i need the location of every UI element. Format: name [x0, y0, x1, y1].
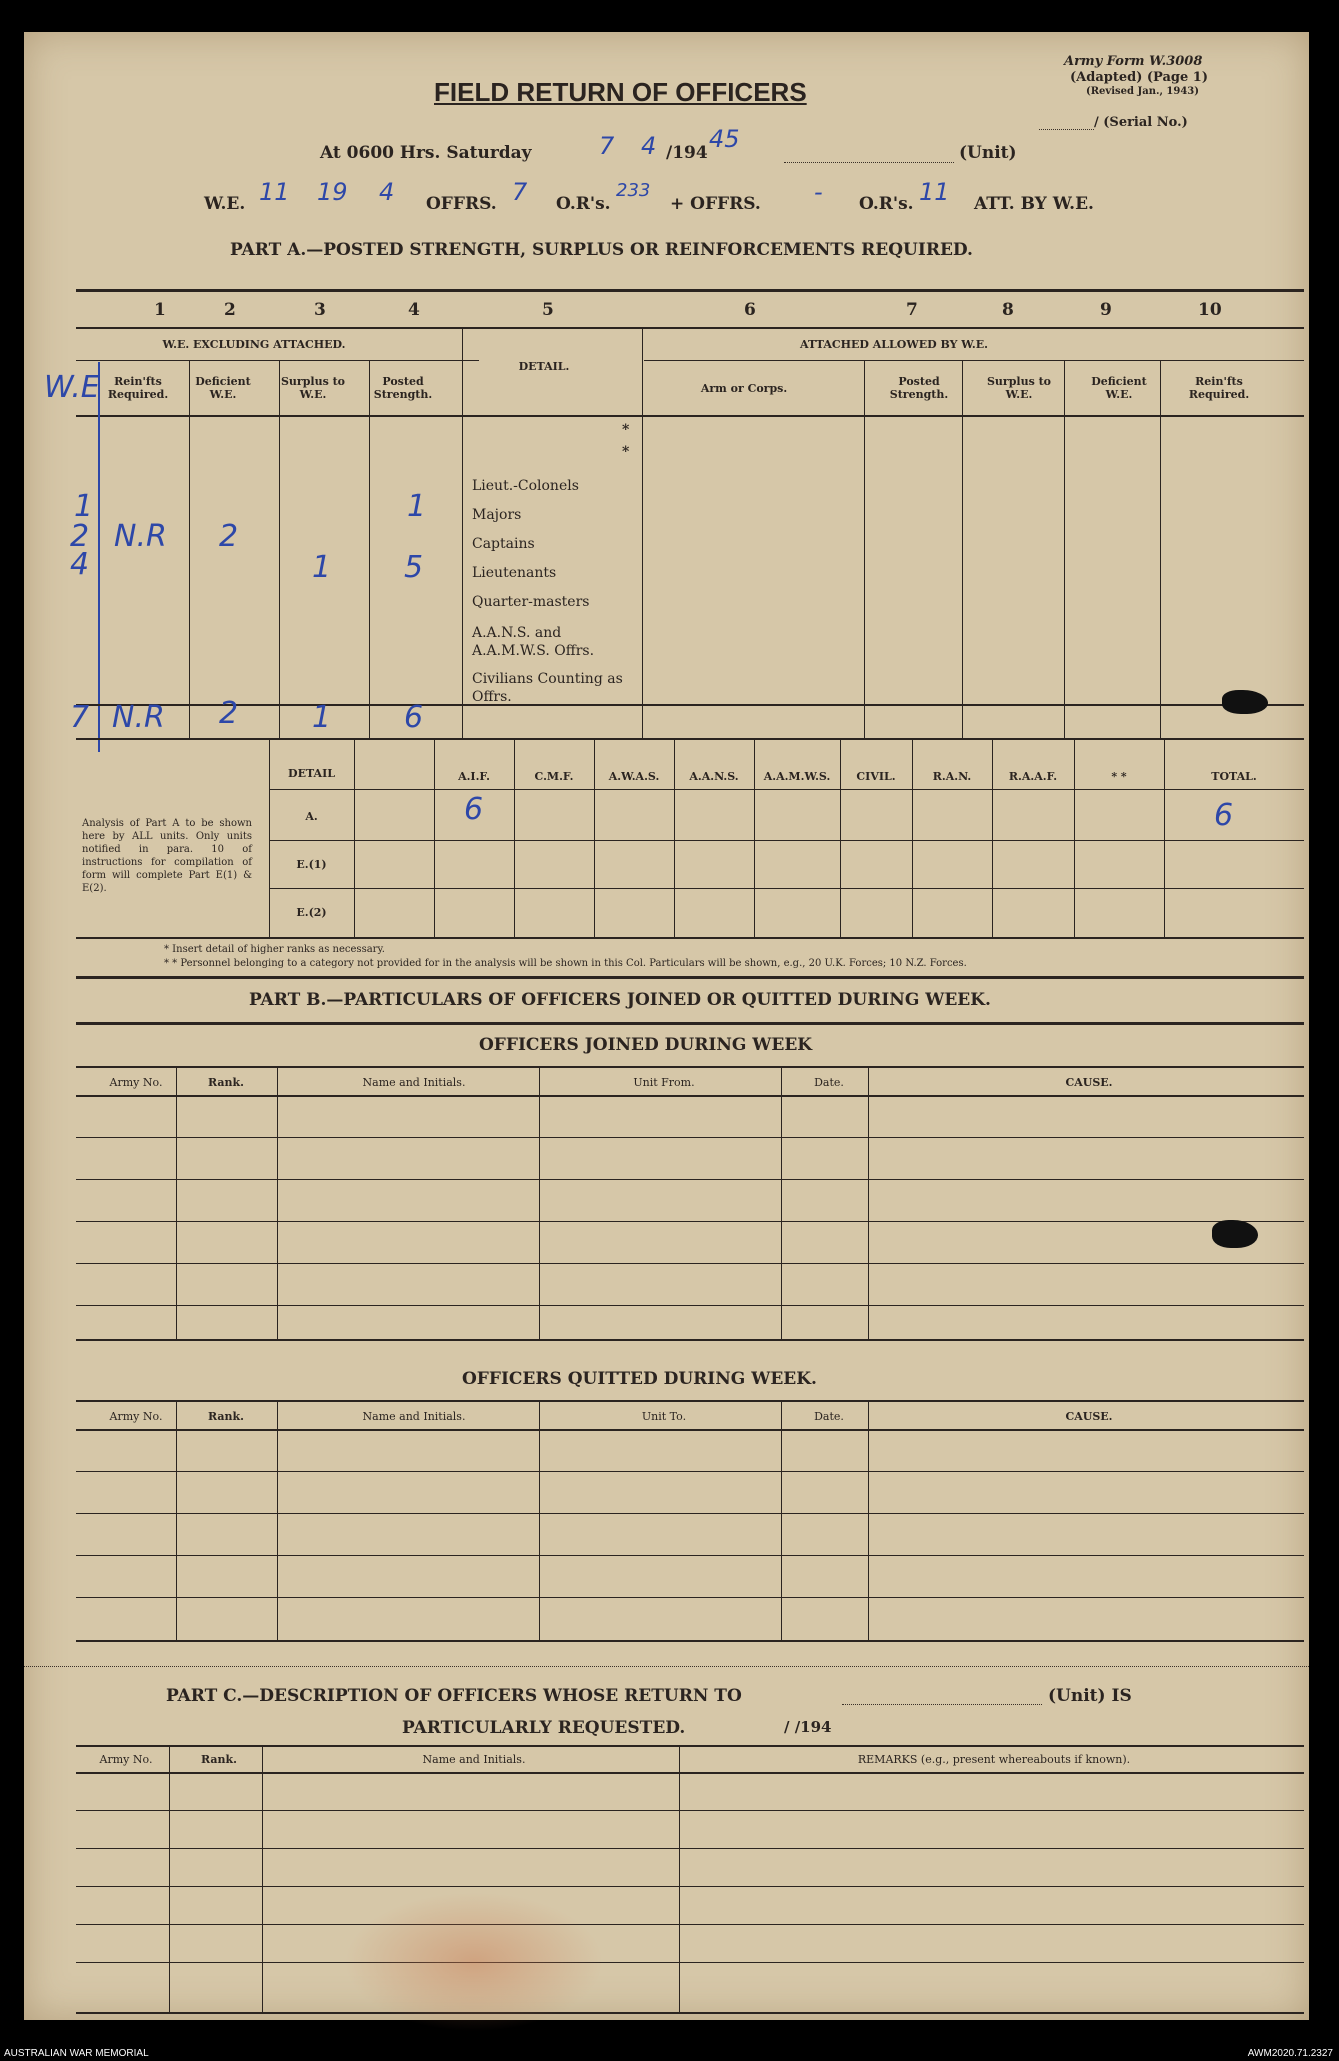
form-sheet [24, 32, 1309, 2020]
attached-posted-header: Posted Strength. [889, 375, 949, 401]
hand-total-reinfts: N.R [112, 700, 165, 735]
footer-accession: AWM2020.71.2327 [1247, 2048, 1333, 2059]
quitted-header-cause: CAUSE. [1065, 1410, 1113, 1423]
col-number-8: 8 [1002, 300, 1014, 320]
part-c-header-army-no: Army No. [99, 1753, 153, 1766]
deficient-we-header: Deficient W.E. [195, 375, 251, 401]
form-title: FIELD RETURN OF OFFICERS [434, 77, 807, 107]
joined-title: OFFICERS JOINED DURING WEEK [479, 1035, 813, 1055]
revised-label: (Revised Jan., 1943) [1086, 86, 1199, 97]
we-label: W.E. [204, 194, 246, 214]
analysis-row-e2: E.(2) [296, 906, 327, 919]
col-number-2: 2 [224, 300, 236, 320]
year-handwritten: 45 [709, 125, 740, 153]
paper-hole [1222, 690, 1268, 714]
surplus-we-header: Surplus to W.E. [280, 375, 346, 401]
footnote-higher-ranks: * Insert detail of higher ranks as necessary. [164, 944, 385, 955]
hand-we-marker: W.E [44, 370, 100, 405]
plus-offrs-label: + OFFRS. [670, 194, 761, 214]
footer-credit: AUSTRALIAN WAR MEMORIAL [4, 2048, 149, 2059]
rank-lieut-colonels: Lieut.-Colonels [472, 478, 579, 494]
col-number-3: 3 [314, 300, 326, 320]
analysis-row-a: A. [305, 810, 318, 823]
star-marker-1: * [622, 422, 630, 438]
plus-offrs-handwritten: - [814, 178, 823, 206]
col-number-6: 6 [744, 300, 756, 320]
attached-deficient-header: Deficient W.E. [1091, 375, 1147, 401]
paper-hole-2 [1212, 1220, 1258, 1248]
joined-header-army-no: Army No. [109, 1076, 163, 1089]
joined-header-unit-from: Unit From. [633, 1076, 695, 1089]
col-number-5: 5 [542, 300, 554, 320]
analysis-header-awas: A.W.A.S. [608, 770, 660, 783]
part-c-requested: PARTICULARLY REQUESTED. [402, 1718, 686, 1738]
posted-strength-header: Posted Strength. [373, 375, 433, 401]
ors-handwritten: 233 [616, 180, 651, 201]
part-c-unit-is: (Unit) IS [1048, 1686, 1132, 1706]
analysis-header-cmf: C.M.F. [534, 770, 574, 783]
part-b-title: PART B.—PARTICULARS OF OFFICERS JOINED OR QUITTED DURING WEEK. [249, 990, 991, 1010]
rank-civilians: Civilians Counting as Offrs. [472, 671, 623, 705]
rank-captains: Captains [472, 536, 535, 552]
hand-we-lt: 4 [70, 547, 90, 582]
part-c-date: / /194 [784, 1718, 832, 1736]
hand-total-we: 7 [70, 700, 90, 735]
reinfts-required-header: Rein'fts Required. [107, 375, 169, 401]
rank-majors: Majors [472, 507, 522, 523]
hand-aif-a: 6 [464, 792, 484, 827]
joined-header-cause: CAUSE. [1065, 1076, 1113, 1089]
quitted-header-name: Name and Initials. [362, 1410, 466, 1423]
quitted-header-rank: Rank. [208, 1410, 244, 1423]
arm-or-corps-header: Arm or Corps. [700, 382, 788, 395]
hand-reinfts: N.R [114, 519, 167, 554]
offrs-label: OFFRS. [426, 194, 497, 214]
offrs-handwritten: 7 [512, 178, 528, 206]
adapted-label: (Adapted) (Page 1) [1070, 70, 1208, 85]
quitted-title: OFFICERS QUITTED DURING WEEK. [462, 1369, 817, 1389]
hand-total-surplus: 1 [312, 700, 332, 735]
hand-posted-lc: 1 [407, 489, 427, 524]
unit-label: (Unit) [959, 143, 1017, 163]
analysis-header-detail: DETAIL [288, 767, 335, 780]
joined-header-date: Date. [814, 1076, 844, 1089]
attached-allowed-header: ATTACHED ALLOWED BY W.E. [800, 338, 988, 351]
analysis-note: Analysis of Part A to be shown here by ALL units. Only units notified in para. 10 of instructions for compilation of form will complete Part E(1) & E(2). [82, 818, 252, 894]
analysis-header-other: * * [1111, 770, 1127, 783]
we-number-3: 4 [379, 178, 395, 206]
analysis-header-aans: A.A.N.S. [689, 770, 739, 783]
analysis-header-aamws: A.A.M.W.S. [763, 770, 831, 783]
ors2-handwritten: 11 [919, 178, 950, 206]
date-day: 7 [599, 132, 615, 160]
rank-aans-aamws: A.A.N.S. and A.A.M.W.S. Offrs. [472, 625, 595, 659]
part-c-header-remarks: REMARKS (e.g., present whereabouts if known). [857, 1753, 1131, 1766]
col-number-9: 9 [1100, 300, 1112, 320]
hand-total-posted: 6 [404, 700, 424, 735]
hand-we-capt: 2 [70, 519, 90, 554]
date-month: 4 [641, 132, 657, 160]
rank-lieutenants: Lieutenants [472, 565, 557, 581]
col-number-1: 1 [154, 300, 166, 320]
analysis-header-aif: A.I.F. [458, 770, 490, 783]
hand-total-a: 6 [1214, 798, 1234, 833]
ors-label: O.R's. [556, 194, 611, 214]
footnote-other-personnel: * * Personnel belonging to a category not provided for in the analysis will be shown in this Col. Particulars will be shown, e.g., 20 U.K. Forces; 10 N.Z. Forces. [164, 958, 967, 969]
year-prefix: /194 [666, 143, 708, 163]
col-number-7: 7 [906, 300, 918, 320]
part-c-header-name: Name and Initials. [422, 1753, 526, 1766]
quitted-header-date: Date. [814, 1410, 844, 1423]
star-marker-2: * [622, 444, 630, 460]
quitted-header-unit-to: Unit To. [641, 1410, 687, 1423]
hand-deficient: 2 [219, 519, 239, 554]
attached-reinfts-header: Rein'fts Required. [1188, 375, 1250, 401]
quitted-header-army-no: Army No. [109, 1410, 163, 1423]
joined-header-rank: Rank. [208, 1076, 244, 1089]
analysis-header-civil: CIVIL. [856, 770, 896, 783]
joined-header-name: Name and Initials. [362, 1076, 466, 1089]
detail-header: DETAIL. [518, 360, 570, 373]
analysis-header-total: TOTAL. [1211, 770, 1257, 783]
part-a-title: PART A.—POSTED STRENGTH, SURPLUS OR REINFORCEMENTS REQUIRED. [230, 240, 973, 260]
attached-surplus-header: Surplus to W.E. [986, 375, 1052, 401]
analysis-header-ran: R.A.N. [932, 770, 972, 783]
analysis-row-e1: E.(1) [296, 858, 327, 871]
hand-we-lc: 1 [74, 489, 94, 524]
analysis-header-raaf: R.A.A.F. [1008, 770, 1058, 783]
we-excluding-attached-header: W.E. EXCLUDING ATTACHED. [162, 338, 346, 351]
col-number-10: 10 [1198, 300, 1222, 320]
att-by-we-label: ATT. BY W.E. [974, 194, 1094, 214]
stain [344, 1892, 604, 2032]
at-hours-label: At 0600 Hrs. Saturday [320, 143, 532, 163]
ors2-label: O.R's. [859, 194, 914, 214]
hand-surplus-lt: 1 [312, 550, 332, 585]
part-c-header-rank: Rank. [201, 1753, 237, 1766]
hand-posted-lt: 5 [404, 550, 424, 585]
we-number-2: 19 [317, 178, 348, 206]
hand-total-deficient: 2 [219, 696, 239, 731]
rank-quarter-masters: Quarter-masters [472, 594, 590, 610]
we-number-1: 11 [259, 178, 290, 206]
col-number-4: 4 [408, 300, 420, 320]
army-form-number: Army Form W.3008 [1064, 54, 1203, 69]
part-c-title: PART C.—DESCRIPTION OF OFFICERS WHOSE RETURN TO [166, 1686, 742, 1706]
serial-number-label: / (Serial No.) [1094, 115, 1188, 130]
